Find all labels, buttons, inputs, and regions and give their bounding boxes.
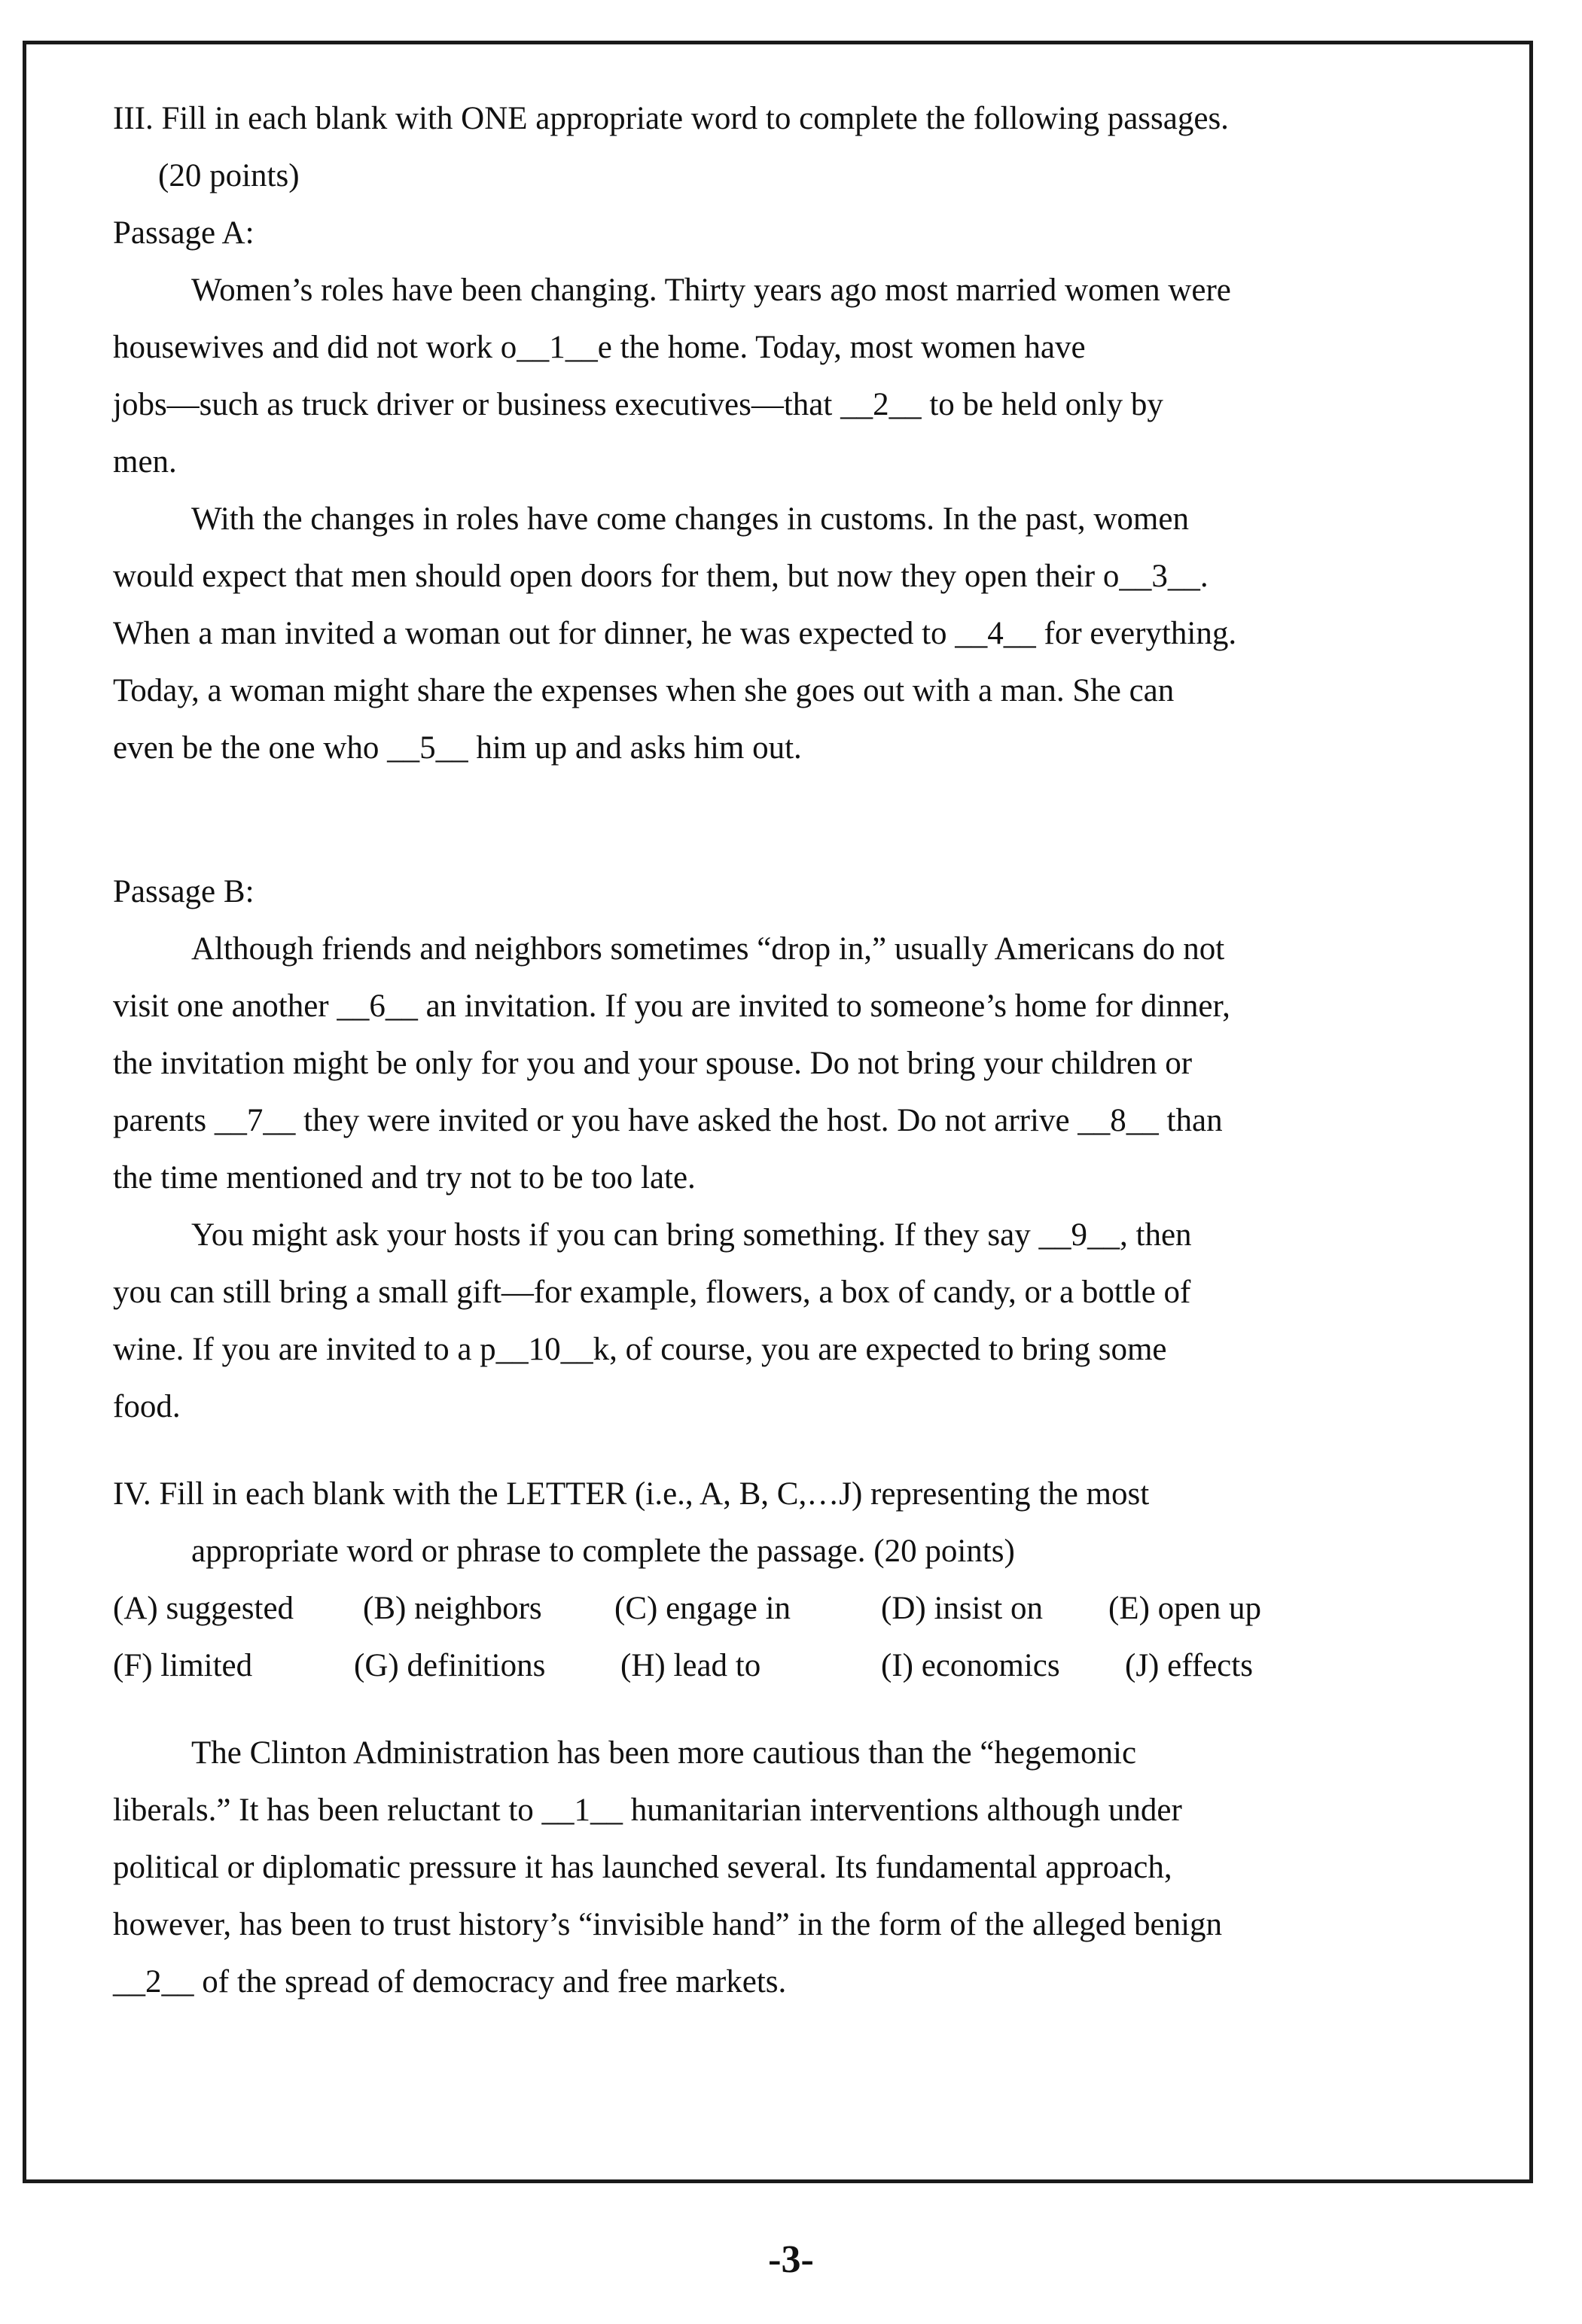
option-a: (A) suggested (113, 1591, 294, 1626)
passage-b-line: visit one another __6__ an invitation. If you are invited to someone’s home for dinner, (113, 988, 1230, 1024)
option-j: (J) effects (1125, 1648, 1253, 1683)
option-i: (I) economics (881, 1648, 1060, 1683)
passage-b-line: food. (113, 1389, 181, 1424)
section-3-points: (20 points) (158, 158, 300, 193)
option-f: (F) limited (113, 1648, 253, 1683)
passage-b-line: parents __7__ they were invited or you have asked the host. Do not arrive __8__ than (113, 1103, 1223, 1138)
passage-a-line: When a man invited a woman out for dinner, he was expected to __4__ for everything. (113, 616, 1237, 651)
exam-content (113, 90, 1468, 2011)
option-h: (H) lead to (620, 1648, 761, 1683)
option-b: (B) neighbors (363, 1591, 542, 1626)
section-4-passage-line: political or diplomatic pressure it has launched several. Its fundamental approach, (113, 1850, 1172, 1885)
page-number: -3- (768, 2238, 814, 2281)
section-4-heading-cont: appropriate word or phrase to complete the passage. (20 points) (191, 1534, 1015, 1569)
passage-b-line: wine. If you are invited to a p__10__k, of course, you are expected to bring some (113, 1332, 1167, 1367)
section-4-passage-line: __2__ of the spread of democracy and free markets. (113, 1964, 787, 2000)
section-4-passage-line: however, has been to trust history’s “invisible hand” in the form of the alleged benign (113, 1907, 1223, 1942)
passage-b-line: the time mentioned and try not to be too late. (113, 1160, 696, 1196)
passage-a-title: Passage A: (113, 215, 255, 251)
passage-b-line: Although friends and neighbors sometimes “drop in,” usually Americans do not (191, 931, 1225, 967)
passage-a-line: men. (113, 444, 177, 480)
passage-b-line: You might ask your hosts if you can bring something. If they say __9__, then (191, 1217, 1192, 1253)
option-g: (G) definitions (354, 1648, 546, 1683)
section-4-passage-line: The Clinton Administration has been more cautious than the “hegemonic (191, 1735, 1137, 1771)
option-d: (D) insist on (881, 1591, 1043, 1626)
passage-a-line: With the changes in roles have come changes in customs. In the past, women (191, 501, 1189, 537)
options-row-2 (113, 1637, 1468, 1695)
section-4-heading: IV. Fill in each blank with the LETTER (i.e., A, B, C,…J) representing the most (113, 1476, 1150, 1512)
option-e: (E) open up (1108, 1591, 1261, 1626)
option-c: (C) engage in (614, 1591, 791, 1626)
passage-b-title: Passage B: (113, 874, 255, 909)
passage-b-line: the invitation might be only for you and your spouse. Do not bring your children or (113, 1046, 1193, 1081)
passage-a-line: jobs—such as truck driver or business executives—that __2__ to be held only by (113, 387, 1163, 422)
passage-a-line: would expect that men should open doors for them, but now they open their o__3__. (113, 559, 1209, 594)
passage-a-line: housewives and did not work o__1__e the home. Today, most women have (113, 330, 1086, 365)
passage-a-line: Women’s roles have been changing. Thirty years ago most married women were (191, 273, 1231, 308)
section-3-heading: III. Fill in each blank with ONE appropriate word to complete the following passages. (113, 101, 1229, 136)
passage-a-line: Today, a woman might share the expenses when she goes out with a man. She can (113, 673, 1175, 708)
passage-b-line: you can still bring a small gift—for example, flowers, a box of candy, or a bottle of (113, 1275, 1191, 1310)
passage-a-line: even be the one who __5__ him up and asks him out. (113, 730, 802, 766)
section-4-passage-line: liberals.” It has been reluctant to __1__ humanitarian interventions although under (113, 1792, 1182, 1828)
options-row-1 (113, 1580, 1468, 1637)
